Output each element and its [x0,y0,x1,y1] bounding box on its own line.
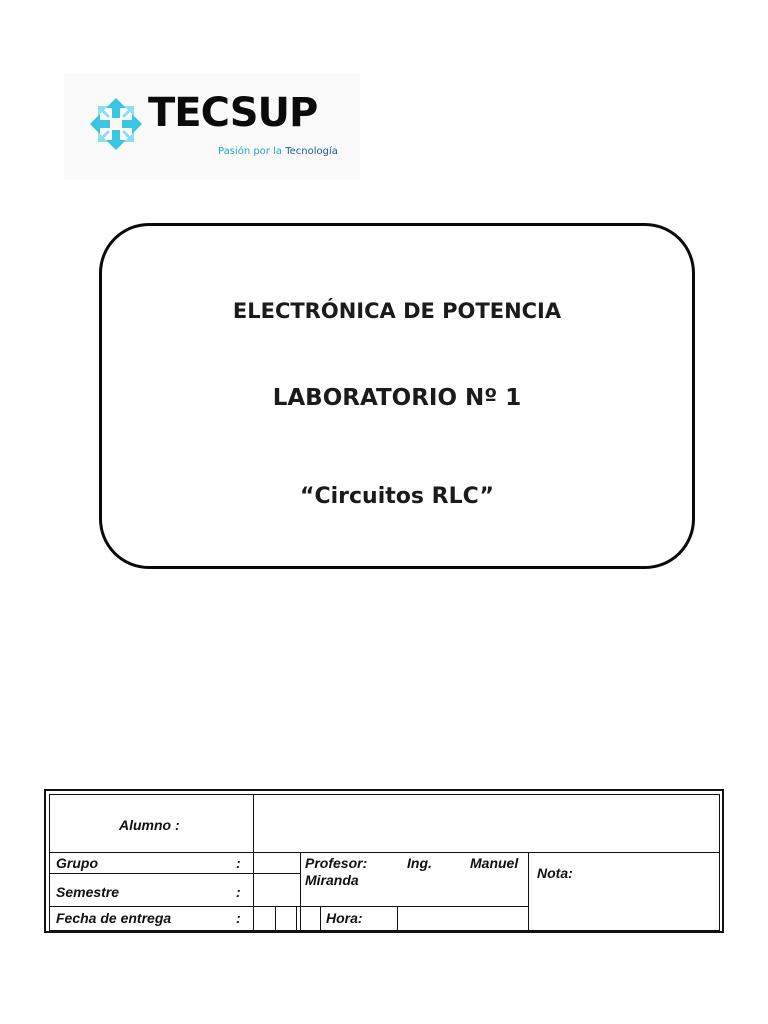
hora-label: Hora: [326,910,363,926]
logo-tagline-part1: Pasión por la [218,146,282,157]
fecha-entrega-label: Fecha de entrega [56,910,172,926]
logo-name: TECSUP [148,90,318,136]
student-info-table [44,789,724,933]
table-border-right [719,794,720,931]
profesor-name-2: Manuel [470,855,519,871]
col-line-label [253,794,254,931]
profesor-name-1: Ing. [407,855,432,871]
course-title: ELECTRÓNICA DE POTENCIA [232,299,562,323]
hora-cell-divider-2 [397,906,398,931]
grupo-colon: : [236,855,241,871]
semestre-label: Semestre [56,884,120,900]
lab-topic: “Circuitos RLC” [300,484,494,509]
table-border-top [49,794,720,795]
logo-tagline [218,147,338,157]
row-line-alumno [49,852,720,853]
nota-label: Nota: [537,865,573,881]
table-border-bottom [49,930,720,931]
date-cell-divider-1 [275,906,276,931]
hora-cell-divider-1 [320,906,321,931]
semestre-colon: : [236,884,241,900]
col-line-nota [528,852,529,931]
tecsup-arrows-icon [86,94,146,154]
logo-tagline-part2: Tecnología [285,146,338,157]
fecha-entrega-colon: : [236,910,241,926]
grupo-label: Grupo [56,855,98,871]
profesor-label: Profesor: [305,855,368,871]
title-box [99,223,695,569]
alumno-label: Alumno : [119,817,180,833]
col-line-profesor [300,852,301,931]
logo [64,74,360,180]
info-table-inner [49,794,720,931]
lab-title: LABORATORIO Nº 1 [272,385,522,411]
profesor-name-3: Miranda [305,872,359,888]
row-line-semestre [49,906,528,907]
table-border-left [49,794,50,931]
row-line-grupo [49,873,300,874]
date-cell-divider-2 [296,906,297,931]
